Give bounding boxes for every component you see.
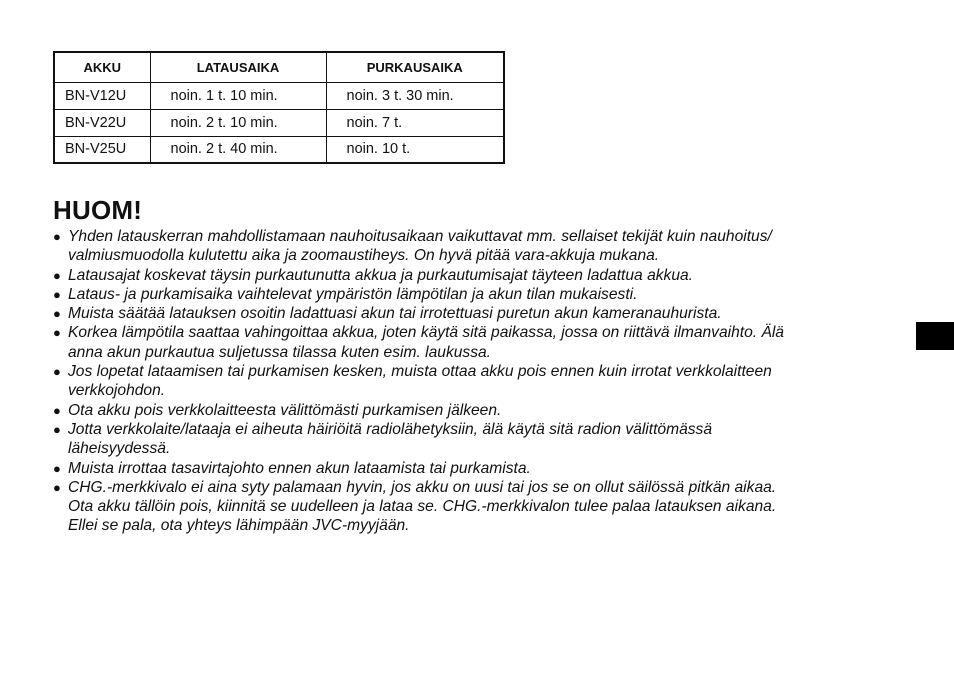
bullet-icon: ●	[53, 286, 61, 302]
note-line: Yhden latauskerran mahdollistamaan nauhoitusaikaan vaikuttavat mm. sellaiset tekijät kuin nauhoitus/	[68, 228, 772, 245]
note-line: läheisyydessä.	[68, 440, 171, 458]
note-line: verkkojohdon.	[68, 382, 166, 400]
note-line: Muista irrottaa tasavirtajohto ennen akun lataamista tai purkamista.	[68, 459, 531, 477]
note-line: Ota akku pois verkkolaitteesta välittömästi purkamisen jälkeen.	[68, 401, 502, 419]
note-line: anna akun purkautua suljetussa tilassa kuten esim. laukussa.	[68, 343, 492, 361]
note-line: Jotta verkkolaite/lataaja ei aiheuta häiriöitä radiolähetyksiin, älä käytä sitä radion välittömässä	[68, 420, 713, 438]
note-line: Lataus- ja purkamisaika vaihtelevat ympäristön lämpötilan ja akun tilan mukaisesti.	[68, 285, 638, 303]
note-item	[53, 266, 893, 285]
bullet-icon: ●	[53, 267, 61, 283]
note-line: Korkea lämpötila saattaa vahingoittaa akkua, joten käytä sitä paikassa, jossa on riittävä ilmanvaihto. Älä	[68, 324, 784, 342]
note-line: CHG.-merkkivalo ei aina syty palamaan hyvin, jos akku on uusi tai jos se on ollut säilössä pitkän aikaa.	[68, 478, 777, 496]
charge-time-cell: noin. 1 t. 10 min.	[150, 82, 326, 109]
table-row	[54, 136, 504, 163]
battery-model-cell: BN-V25U	[54, 136, 150, 163]
table-row	[54, 109, 504, 136]
note-line: Ota akku tällöin pois, kiinnitä se uudelleen ja lataa se. CHG.-merkkivalon tulee palaa latauksen aikana.	[68, 498, 777, 516]
note-heading: HUOM!	[53, 195, 143, 225]
charge-time-cell: noin. 2 t. 10 min.	[150, 109, 326, 136]
note-line: Muista säätää latauksen osoitin ladattuasi akun tai irrotettuasi puretun akun kameranauhurista.	[68, 305, 722, 323]
bullet-icon: ●	[53, 460, 61, 476]
note-line: Ellei se pala, ota yhteys lähimpään JVC-myyjään.	[68, 517, 410, 535]
note-line: Latausajat koskevat täysin purkautunutta akkua ja purkautumisajat täyteen ladattua akkua.	[68, 266, 694, 284]
notes-list	[53, 227, 893, 536]
bullet-icon: ●	[53, 479, 61, 495]
discharge-time-cell: noin. 7 t.	[326, 109, 504, 136]
column-header-battery: AKKU	[54, 52, 150, 82]
battery-model-cell: BN-V12U	[54, 82, 150, 109]
note-line: valmiusmuodolla kulutettu aika ja zoomaustiheys. On hyvä pitää vara-akkuja mukana.	[68, 247, 660, 265]
section-tab-marker	[916, 322, 954, 350]
bullet-icon: ●	[53, 306, 61, 322]
note-item	[53, 420, 893, 459]
note-item	[53, 478, 893, 536]
note-item	[53, 401, 893, 420]
column-header-charge-time: LATAUSAIKA	[150, 52, 326, 82]
bullet-icon: ●	[53, 325, 61, 341]
note-item	[53, 459, 893, 478]
discharge-time-cell: noin. 3 t. 30 min.	[326, 82, 504, 109]
charge-time-cell: noin. 2 t. 40 min.	[150, 136, 326, 163]
note-item	[53, 362, 893, 401]
table-header-row	[54, 52, 504, 82]
note-item	[53, 304, 893, 323]
discharge-time-cell: noin. 10 t.	[326, 136, 504, 163]
note-line: Jos lopetat lataamisen tai purkamisen kesken, muista ottaa akku pois ennen kuin irrotat verkkolaitteen	[68, 363, 772, 381]
bullet-icon: ●	[53, 402, 61, 418]
table-row	[54, 82, 504, 109]
note-item	[53, 285, 893, 304]
battery-model-cell: BN-V22U	[54, 109, 150, 136]
bullet-icon: ●	[53, 421, 61, 437]
bullet-icon: ●	[53, 364, 61, 380]
note-item	[53, 323, 893, 362]
note-item	[53, 227, 893, 266]
column-header-discharge-time: PURKAUSAIKA	[326, 52, 504, 82]
bullet-icon: ●	[53, 229, 61, 244]
battery-table	[53, 51, 505, 164]
